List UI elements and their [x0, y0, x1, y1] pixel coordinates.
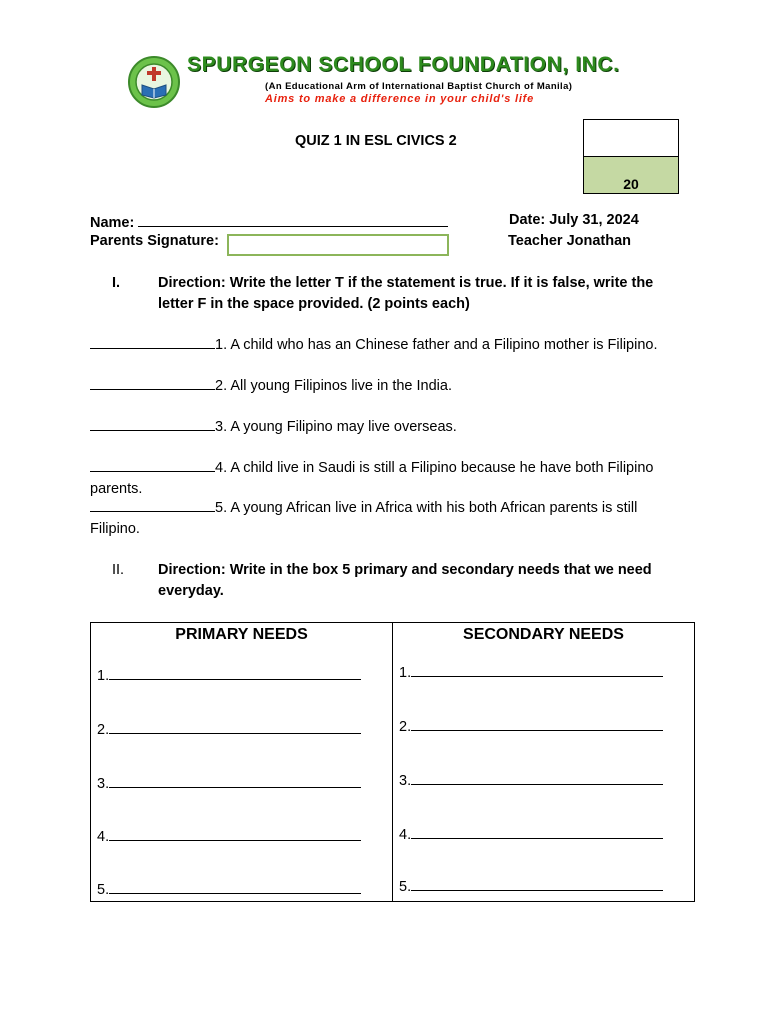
answer-blank[interactable] [90, 416, 215, 431]
list-item: 4. A child live in Saudi is still a Filipino because he have both Filipino parents. [90, 457, 690, 500]
section-2-number: II. [112, 562, 125, 578]
secondary-need-line[interactable]: 1. [399, 662, 663, 681]
secondary-need-line[interactable]: 3. [399, 770, 663, 789]
school-subtitle: (An Educational Arm of International Baptist Church of Manila) [265, 81, 573, 92]
primary-need-line[interactable]: 3. [97, 773, 361, 792]
section-1-direction: Direction: Write the letter T if the statement is true. If it is false, write the letter F in the space provided. (2 points each) [158, 275, 654, 312]
section-1-number: I. [112, 275, 121, 291]
signature-label: Parents Signature: [90, 233, 219, 249]
needs-table [90, 622, 695, 902]
secondary-need-line[interactable]: 4. [399, 824, 663, 843]
primary-need-line[interactable]: 4. [97, 826, 361, 845]
date-text: Date: July 31, 2024 [509, 212, 639, 228]
list-item: 1. A child who has an Chinese father and a Filipino mother is Filipino. [90, 334, 690, 356]
list-item: 5. A young African live in Africa with his both African parents is still Filipino. [90, 497, 690, 540]
name-label: Name: [90, 215, 135, 231]
primary-needs-column [91, 623, 392, 901]
answer-blank[interactable] [90, 497, 215, 512]
list-item: 2. All young Filipinos live in the India. [90, 375, 690, 397]
name-row [90, 212, 448, 231]
secondary-needs-header: SECONDARY NEEDS [463, 626, 624, 643]
secondary-needs-column [392, 623, 694, 901]
primary-needs-header: PRIMARY NEEDS [175, 626, 308, 643]
secondary-need-line[interactable]: 5. [399, 876, 663, 895]
answer-blank[interactable] [90, 334, 215, 349]
answer-blank[interactable] [90, 457, 215, 472]
total-score: 20 [584, 157, 678, 193]
primary-need-line[interactable]: 5. [97, 879, 361, 898]
secondary-need-line[interactable]: 2. [399, 716, 663, 735]
quiz-title: QUIZ 1 IN ESL CIVICS 2 [295, 133, 457, 149]
score-entry-cell[interactable] [584, 120, 678, 157]
section-2-direction: Direction: Write in the box 5 primary and secondary needs that we need everyday. [158, 562, 652, 599]
school-name: SPURGEON SCHOOL FOUNDATION, INC. [187, 53, 620, 76]
list-item: 3. A young Filipino may live overseas. [90, 416, 690, 438]
school-motto: Aims to make a difference in your child's life [265, 93, 535, 105]
teacher-name: Teacher Jonathan [508, 233, 632, 249]
name-blank[interactable] [138, 212, 448, 227]
school-logo-icon [128, 55, 180, 109]
primary-need-line[interactable]: 2. [97, 719, 361, 738]
answer-blank[interactable] [90, 375, 215, 390]
score-box [583, 119, 679, 194]
primary-need-line[interactable]: 1. [97, 665, 361, 684]
signature-field[interactable] [227, 234, 449, 256]
